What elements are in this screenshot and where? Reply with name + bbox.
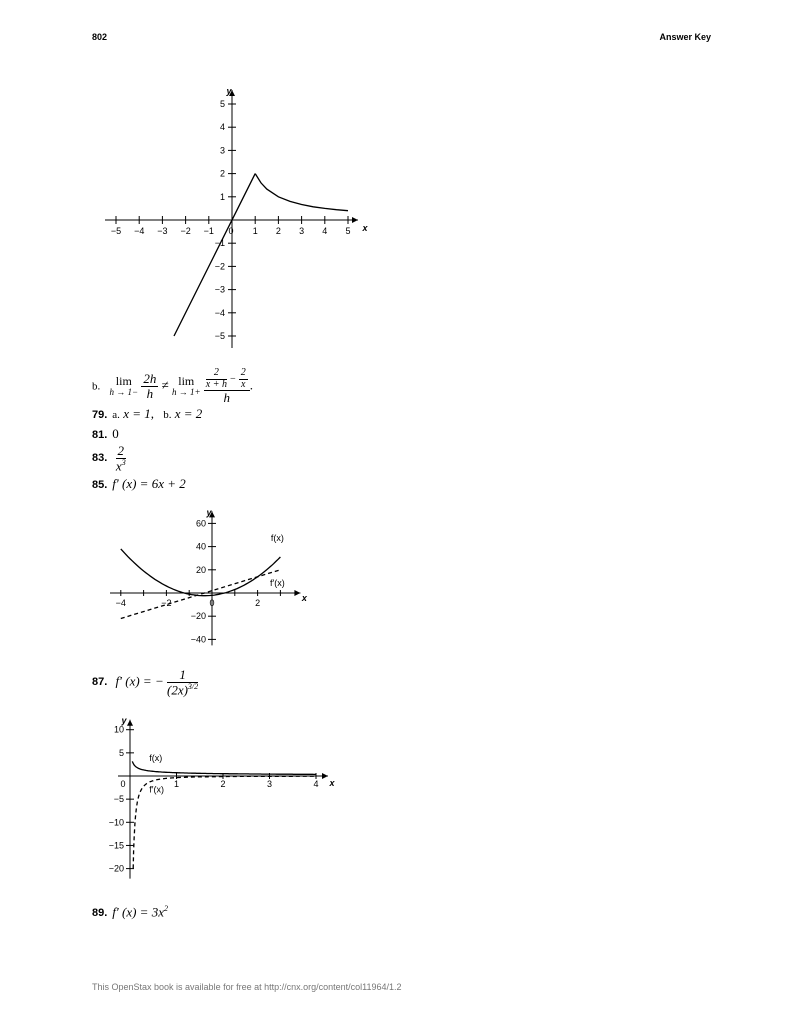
y-tick-label: −20 — [190, 611, 206, 622]
series-line-f — [132, 761, 315, 774]
y-tick-label: 4 — [219, 122, 225, 133]
x-tick-label: 3 — [299, 226, 305, 236]
y-tick-label: 1 — [219, 191, 225, 202]
graph-derivative-root — [95, 710, 340, 890]
series-label-fprime: f′(x) — [270, 577, 285, 588]
x-tick-label: −2 — [180, 226, 191, 236]
y-tick-label: −5 — [214, 331, 225, 341]
answer-83: 83. $\frac{2}{x^3}$ — [92, 443, 126, 473]
answer-b-limits: b. lim h → 1− $\frac{2h}{h}$ ≠ lim h → 1+ $\frac{2}{x + h}$ − $\frac{2}{x}$ h . — [92, 367, 253, 405]
x-axis-arrow — [352, 217, 358, 223]
y-tick-label: −15 — [108, 840, 124, 851]
series-line-2 — [255, 174, 348, 211]
y-axis-arrow — [127, 720, 133, 726]
y-tick-label: 5 — [118, 747, 124, 758]
y-tick-label: −2 — [214, 261, 225, 272]
x-tick-label: 2 — [275, 226, 281, 236]
x-tick-label: 0 — [209, 598, 215, 608]
x-axis-label: x — [329, 778, 335, 788]
y-tick-label: −40 — [190, 634, 206, 645]
x-tick-label: 2 — [255, 598, 261, 608]
answer-89: 89. f′ $(x) = 3x^2$ — [92, 904, 168, 920]
x-tick-label: −1 — [203, 226, 214, 236]
series-label-fprime: f′(x) — [149, 784, 164, 795]
y-tick-label: −20 — [108, 863, 124, 874]
x-tick-label: −4 — [115, 598, 126, 608]
series-label-f: f(x) — [270, 533, 284, 544]
y-tick-label: −3 — [214, 284, 225, 295]
x-tick-label: −3 — [157, 226, 168, 236]
y-axis-label: y — [226, 86, 232, 96]
y-tick-label: −5 — [113, 794, 124, 805]
x-axis-label: x — [362, 223, 368, 233]
x-tick-label: −2 — [161, 598, 172, 608]
y-tick-label: −1 — [214, 238, 225, 249]
section-title: Answer Key — [659, 32, 711, 42]
y-tick-label: 2 — [219, 168, 225, 179]
x-tick-label: 1 — [252, 226, 258, 236]
series-label-f: f(x) — [149, 753, 163, 764]
page-number: 802 — [92, 32, 108, 42]
y-axis-label: y — [121, 715, 127, 726]
graph-derivative-quadratic — [105, 505, 315, 650]
y-tick-label: 3 — [219, 145, 225, 156]
x-tick-label: 4 — [322, 226, 328, 236]
x-tick-label: 2 — [220, 779, 226, 789]
y-tick-label: −4 — [214, 307, 225, 318]
x-tick-label: 4 — [313, 779, 319, 789]
footer-note: This OpenStax book is available for free at http://cnx.org/content/col11964/1.2 — [92, 982, 402, 992]
answer-81: 81. 0 — [92, 426, 119, 441]
x-axis-label: x — [301, 593, 307, 603]
x-axis-arrow — [322, 773, 328, 779]
answer-85: 85. f′ (x) = 6x + 2 — [92, 476, 186, 491]
y-tick-label: 60 — [195, 518, 206, 529]
y-axis-label: y — [206, 507, 212, 518]
y-tick-label: 5 — [219, 99, 225, 109]
x-axis-arrow — [294, 590, 300, 596]
x-tick-label: 5 — [345, 226, 351, 236]
x-tick-label: −4 — [134, 226, 145, 236]
graph-piecewise — [100, 80, 375, 360]
y-tick-label: 20 — [195, 564, 206, 575]
y-tick-label: −10 — [108, 817, 124, 828]
y-tick-label: 10 — [113, 724, 124, 735]
x-tick-label: 0 — [228, 226, 234, 236]
x-tick-label: −5 — [110, 226, 122, 236]
x-tick-label: 3 — [266, 779, 273, 789]
x-tick-label: 1 — [173, 779, 180, 789]
answer-79: 79. a. x = 1, b. x = 2 — [92, 406, 203, 421]
y-tick-label: 40 — [195, 541, 206, 552]
answer-87: 87. f′ (x) = − $\frac{1}{(2x)^{3/2}}$ — [92, 667, 199, 697]
x-tick-label: 0 — [120, 779, 126, 789]
